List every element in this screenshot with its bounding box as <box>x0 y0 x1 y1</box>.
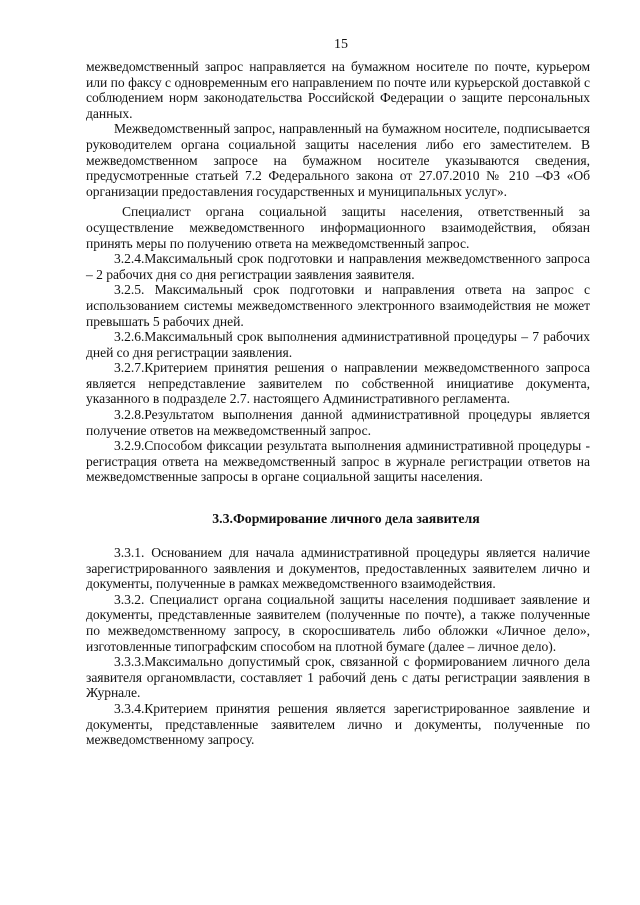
paragraph-3-3-2: 3.3.2. Специалист органа социальной защиты населения подшивает заявление и документы, представленные заявителем (полученные по почте), а также полученные по межведомственному запросу, в скоросшиватель либо обложки «Личное дело», изготовленные типографским способом на плотной бумаге (далее – личное дело). <box>86 591 590 654</box>
section-heading: 3.3.Формирование личного дела заявителя <box>212 511 480 527</box>
paragraph-3-2-9: 3.2.9.Способом фиксации результата выполнения административной процедуры - регистрация ответа на межведомственный запрос в журнале регистрации ответов на межведомственные запросы в органе социальной защиты населения. <box>86 438 590 485</box>
paragraph-3-2-6: 3.2.6.Максимальный срок выполнения административной процедуры – 7 рабочих дней со дня регистрации заявления. <box>86 329 590 360</box>
paragraph-3-3-3: 3.3.3.Максимально допустимый срок, связанной с формированием личного дела заявителя органомвласти, составляет 1 рабочий день с даты регистрации заявления в Журнале. <box>86 654 590 701</box>
paragraph-request-signing: Межведомственный запрос, направленный на бумажном носителе, подписывается руководителем органа социальной защиты населения либо его заместителем. В межведомственном запросе на бумажном носителе указываются сведения, предусмотренные статьей 7.2 Федерального закона от 27.07.2010 № 210 –ФЗ «Об организации предоставления государственных и муниципальных услуг». <box>86 121 590 199</box>
paragraph-3-2-7: 3.2.7.Критерием принятия решения о направлении межведомственного запроса является непредставление заявителем по собственной инициативе документа, указанного в подразделе 2.7. настоящего Административного регламента. <box>86 360 590 407</box>
paragraph-continuation: межведомственный запрос направляется на бумажном носителе по почте, курьером или по факсу с одновременным его направлением по почте или курьерской доставкой с соблюдением норм законодательства Российской Федерации о защите персональных данных. <box>86 59 590 121</box>
page-number: 15 <box>334 37 348 52</box>
paragraph-3-2-8: 3.2.8.Результатом выполнения данной административной процедуры является получение ответов на межведомственный запрос. <box>86 407 590 438</box>
paragraph-specialist-obligation: Специалист органа социальной защиты населения, ответственный за осуществление межведомственного информационного взаимодействия, обязан принять меры по получению ответа на межведомственный запрос. <box>86 204 590 251</box>
paragraph-3-3-4: 3.3.4.Критерием принятия решения является зарегистрированное заявление и документы, представленные заявителем лично и документы, полученные по межведомственному запросу. <box>86 700 590 748</box>
paragraph-3-3-1: 3.3.1. Основанием для начала административной процедуры является наличие зарегистрированного заявления и документов, предоставленных заявителем лично и документы, полученные в рамках межведомственного взаимодействия. <box>86 545 590 592</box>
paragraph-3-2-5: 3.2.5. Максимальный срок подготовки и направления ответа на запрос с использованием системы межведомственного электронного взаимодействия не может превышать 5 рабочих дней. <box>86 282 590 329</box>
paragraph-3-2-4: 3.2.4.Максимальный срок подготовки и направления межведомственного запроса – 2 рабочих дня со дня регистрации заявления заявителя. <box>86 251 590 282</box>
